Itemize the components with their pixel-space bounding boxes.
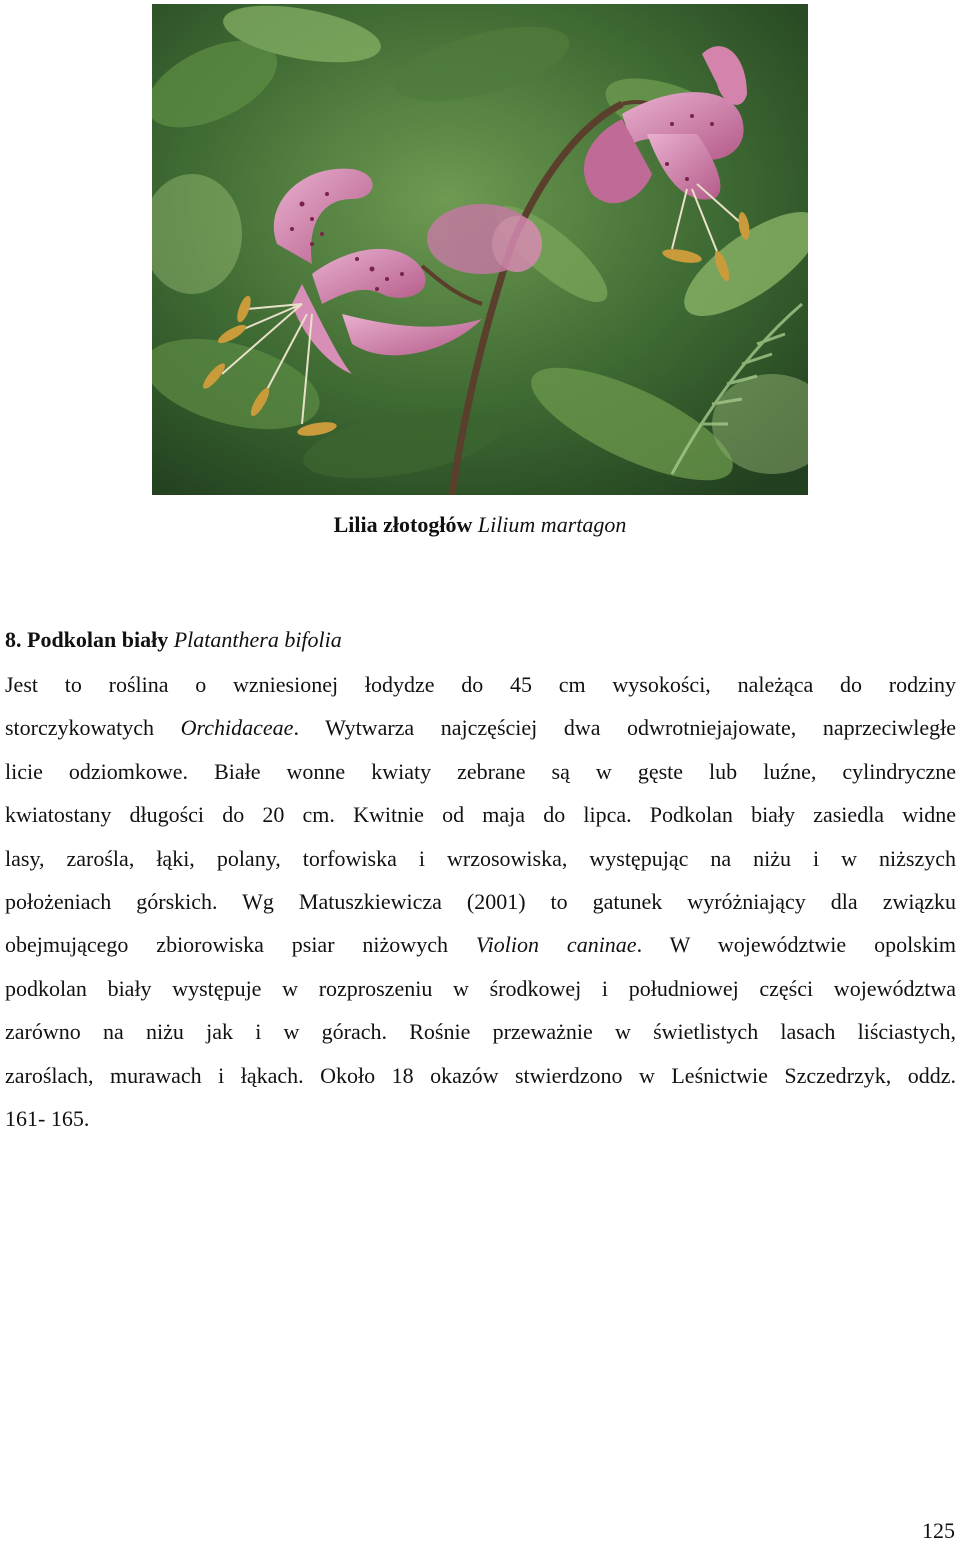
section-heading bbox=[5, 623, 342, 657]
page-number: 125 bbox=[922, 1518, 955, 1543]
paragraph-line: położeniach górskich. Wg Matuszkiewicza (2001) to gatunek wyróżniający dla związku bbox=[5, 888, 956, 914]
section-latin-name: Platanthera bifolia bbox=[173, 627, 342, 652]
caption-common-name: Lilia złotogłów bbox=[333, 512, 473, 537]
paragraph-line: zaroślach, murawach i łąkach. Około 18 okazów stwierdzono w Leśnictwie Szczedrzyk, oddz. bbox=[5, 1062, 956, 1088]
paragraph-line: lasy, zarośla, łąki, polany, torfowiska i wrzosowiska, występując na niżu i w niższych bbox=[5, 845, 956, 871]
section-number: 8. bbox=[5, 627, 22, 652]
paragraph-line: obejmującego zbiorowiska psiar niżowych Violion caninae. W województwie opolskim bbox=[5, 932, 956, 958]
paragraph-line: podkolan biały występuje w rozproszeniu w środkowej i południowej części województwa bbox=[5, 975, 956, 1001]
paragraph-line: 161- 165. bbox=[5, 1105, 90, 1131]
section-common-name: Podkolan biały bbox=[27, 627, 169, 652]
paragraph-line: Jest to roślina o wzniesionej łodydze do 45 cm wysokości, należąca do rodziny bbox=[5, 672, 956, 697]
paragraph-line: kwiatostany długości do 20 cm. Kwitnie od maja do lipca. Podkolan biały zasiedla widne bbox=[5, 802, 956, 828]
paragraph-line: licie odziomkowe. Białe wonne kwiaty zebrane są w gęste lub luźne, cylindryczne bbox=[5, 758, 956, 784]
paragraph-line: zarówno na niżu jak i w górach. Rośnie przeważnie w świetlistych lasach liściastych, bbox=[5, 1019, 956, 1045]
paragraph-line: storczykowatych Orchidaceae. Wytwarza najczęściej dwa odwrotniejajowate, naprzeciwległe bbox=[5, 715, 956, 741]
lily-photo-drawing bbox=[152, 4, 808, 495]
caption-latin-name: Lilium martagon bbox=[477, 512, 627, 537]
lily-photo bbox=[152, 4, 808, 495]
figure-caption bbox=[0, 508, 960, 542]
body-paragraph bbox=[5, 663, 956, 1140]
